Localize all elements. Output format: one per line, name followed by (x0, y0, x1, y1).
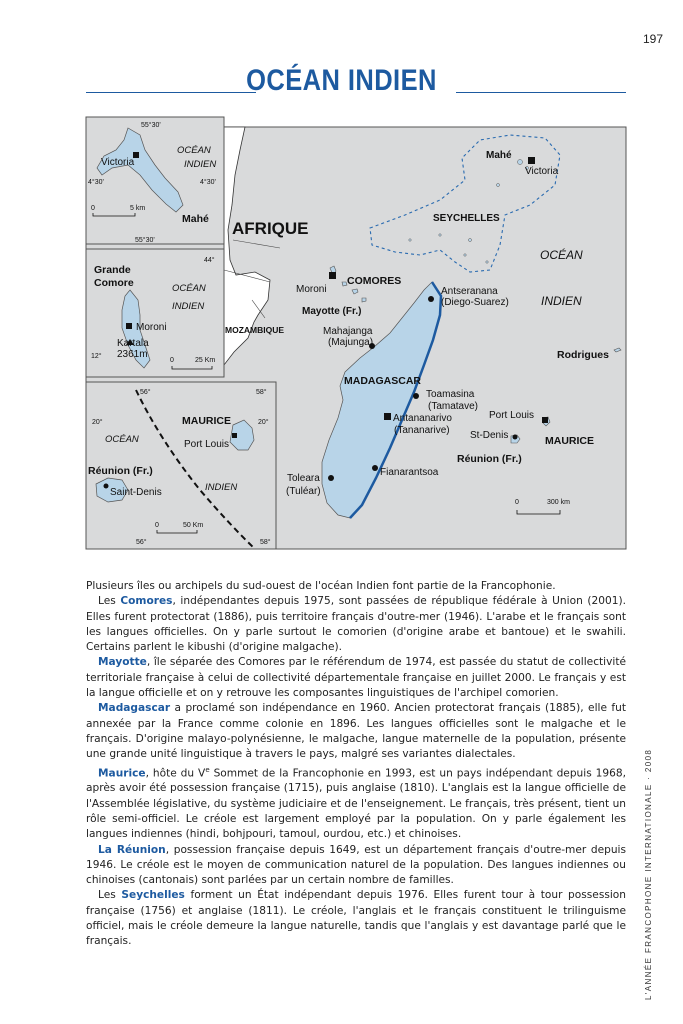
inset-maurice (86, 382, 276, 549)
label-mayotte: Mayotte (Fr.) (302, 306, 362, 317)
paragraph-intro: Plusieurs îles ou archipels du sud-ouest de l'océan Indien font partie de la Francophonie. (86, 580, 556, 592)
svg-text:0: 0 (515, 499, 519, 506)
city-fianarantsoa-marker (372, 465, 378, 471)
svg-text:OCÉAN: OCÉAN (172, 283, 206, 294)
paragraph-reunion: La Réunion, possession française depuis 1649, est un département français d'outre-mer depuis 1946. Le créole est le moyen de communication naturel de la population. Des langues indiennes ou chinoises (cantonais) sont parlées par un certain nombre de familles. (86, 843, 626, 887)
label-tulear: (Tuléar) (286, 486, 321, 497)
city-toleara-marker (328, 475, 334, 481)
svg-text:58°: 58° (260, 539, 271, 546)
label-toamasina: Toamasina (426, 389, 475, 400)
capital-moroni-marker (329, 272, 336, 279)
inset-comore (86, 249, 224, 377)
label-port-louis-main: Port Louis (489, 410, 535, 421)
label-rodrigues: Rodrigues (557, 349, 609, 361)
city-antseranana-marker (428, 296, 434, 302)
svg-text:58°: 58° (256, 389, 267, 396)
city-toamasina-marker (413, 393, 419, 399)
svg-text:20°: 20° (92, 419, 103, 426)
label-fianarantsoa: Fianarantsoa (380, 467, 439, 478)
body-text (86, 579, 626, 950)
label-comores: COMORES (347, 275, 402, 287)
capital-victoria-marker (528, 157, 535, 164)
svg-text:56°: 56° (140, 389, 151, 396)
label-toleara: Toleara (287, 473, 320, 484)
label-tananarive: (Tananarive) (394, 425, 450, 436)
paragraph-madagascar: Madagascar a proclamé son indépendance en 1960. Ancien protectorat français (1885), elle fut annexée par la France comme colonie en 1896. Les langues officielles sont le malgache et le français. D'origine malayo-polynésienne, le malgache, langue maternelle de la population, présente une grande unité linguistique à travers le pays, malgré ses variantes dialectales. (86, 702, 626, 761)
label-majunga: (Majunga) (328, 337, 374, 348)
svg-text:Grande: Grande (94, 264, 131, 276)
label-tamatave: (Tamatave) (428, 401, 479, 412)
page-number: 197 (642, 32, 663, 46)
svg-text:Kartala: Kartala (117, 338, 149, 349)
label-antseranana: Antseranana (441, 286, 498, 297)
svg-text:2361m: 2361m (117, 349, 148, 360)
label-reunion-main: Réunion (Fr.) (457, 453, 522, 465)
label-mahe-main: Mahé (486, 150, 512, 161)
svg-text:56°: 56° (136, 539, 147, 546)
label-seychelles: SEYCHELLES (433, 213, 500, 224)
inset-label-victoria: Victoria (101, 157, 135, 168)
svg-text:44°: 44° (204, 257, 215, 264)
label-victoria-main: Victoria (525, 166, 559, 177)
inset-label-mahe: Mahé (182, 213, 209, 225)
page-title: OCÉAN INDIEN (246, 64, 437, 97)
svg-text:0: 0 (91, 205, 95, 212)
city-st-denis-marker (513, 435, 518, 440)
label-antananarivo: Antananarivo (393, 413, 452, 424)
svg-text:300 km: 300 km (547, 499, 570, 506)
capital-port-louis-marker (542, 417, 548, 423)
svg-text:INDIEN: INDIEN (205, 482, 238, 493)
svg-text:50 Km: 50 Km (183, 522, 204, 529)
capital-antananarivo-marker (384, 413, 391, 420)
label-mahajanga: Mahajanga (323, 326, 373, 337)
label-madagascar: MADAGASCAR (344, 375, 421, 387)
svg-text:12°: 12° (91, 353, 102, 360)
svg-text:Moroni: Moroni (136, 322, 167, 333)
svg-text:55°30': 55°30' (141, 122, 161, 129)
label-afrique: AFRIQUE (232, 219, 309, 238)
svg-text:Saint-Denis: Saint-Denis (110, 487, 162, 498)
paragraph-maurice: Maurice, hôte du Ve Sommet de la Francophonie en 1993, est un pays indépendant depuis 1968, après avoir été possession française (1715), puis anglaise (1810). L'anglais est la langue officielle de l'Assemblée législative, du système judiciaire et de l'enseignement. Le français, très présent, tient un rôle semi-officiel. Le créole est largement employé par la population. On y parle également les langues indiennes (hindi, bohjpouri, tamoul, ourdou, etc.) et chinoises. (86, 765, 626, 841)
svg-text:0: 0 (155, 522, 159, 529)
label-indien-main: INDIEN (541, 294, 582, 308)
svg-text:OCÉAN: OCÉAN (177, 145, 211, 156)
paragraph-comores: Les Comores, indépendantes depuis 1975, sont passées de république fédérale à Union (2001). Elles furent protectorat (1886), puis territoire français d'outre-mer (1946). L'arabe et le français sont les langues officielles. On y parle surtout le comorien (d'origine arabe et bantoue) et le swahili. Certains parlent le kibushi (d'origine malgache). (86, 595, 626, 654)
svg-text:4°30': 4°30' (200, 179, 216, 186)
svg-text:0: 0 (170, 357, 174, 364)
label-mozambique: MOZAMBIQUE (225, 325, 285, 335)
paragraph-seychelles: Les Seychelles forment un État indépendant depuis 1976. Elles furent tour à tour possession française (1756) et anglaise (1811). Le créole, l'anglais et le français constituent le trilinguisme officiel, mais le créole demeure la langue naturelle, tandis que l'anglais y est davantage parlé que le français. (86, 889, 626, 948)
paragraph-mayotte: Mayotte, île séparée des Comores par le référendum de 1974, est passée du statut de collectivité territoriale française à celui de collectivité départementale française en juillet 2000. Le français y est la langue officielle et on y retrouve les composantes linguistiques de l'archipel comorien. (86, 656, 626, 700)
svg-text:Comore: Comore (94, 277, 134, 289)
label-maurice-main: MAURICE (545, 435, 594, 447)
label-moroni: Moroni (296, 284, 327, 295)
svg-text:55°30': 55°30' (135, 237, 155, 244)
svg-text:Réunion (Fr.): Réunion (Fr.) (88, 465, 153, 477)
svg-text:Port Louis: Port Louis (184, 439, 230, 450)
svg-text:25 Km: 25 Km (195, 357, 216, 364)
svg-text:5 km: 5 km (130, 205, 146, 212)
svg-text:4°30': 4°30' (88, 179, 104, 186)
sidebar-publication: L'ANNÉE FRANCOPHONE INTERNATIONALE · 2008 (644, 748, 653, 1000)
label-ocean-main: OCÉAN (540, 248, 583, 262)
svg-text:20°: 20° (258, 419, 269, 426)
svg-text:OCÉAN: OCÉAN (105, 434, 139, 445)
svg-text:INDIEN: INDIEN (184, 159, 217, 170)
inset-mahe (86, 117, 224, 244)
svg-text:MAURICE: MAURICE (182, 415, 231, 427)
svg-text:INDIEN: INDIEN (172, 301, 205, 312)
label-st-denis: St-Denis (470, 430, 509, 441)
label-diego-suarez: (Diego-Suarez) (441, 297, 509, 308)
